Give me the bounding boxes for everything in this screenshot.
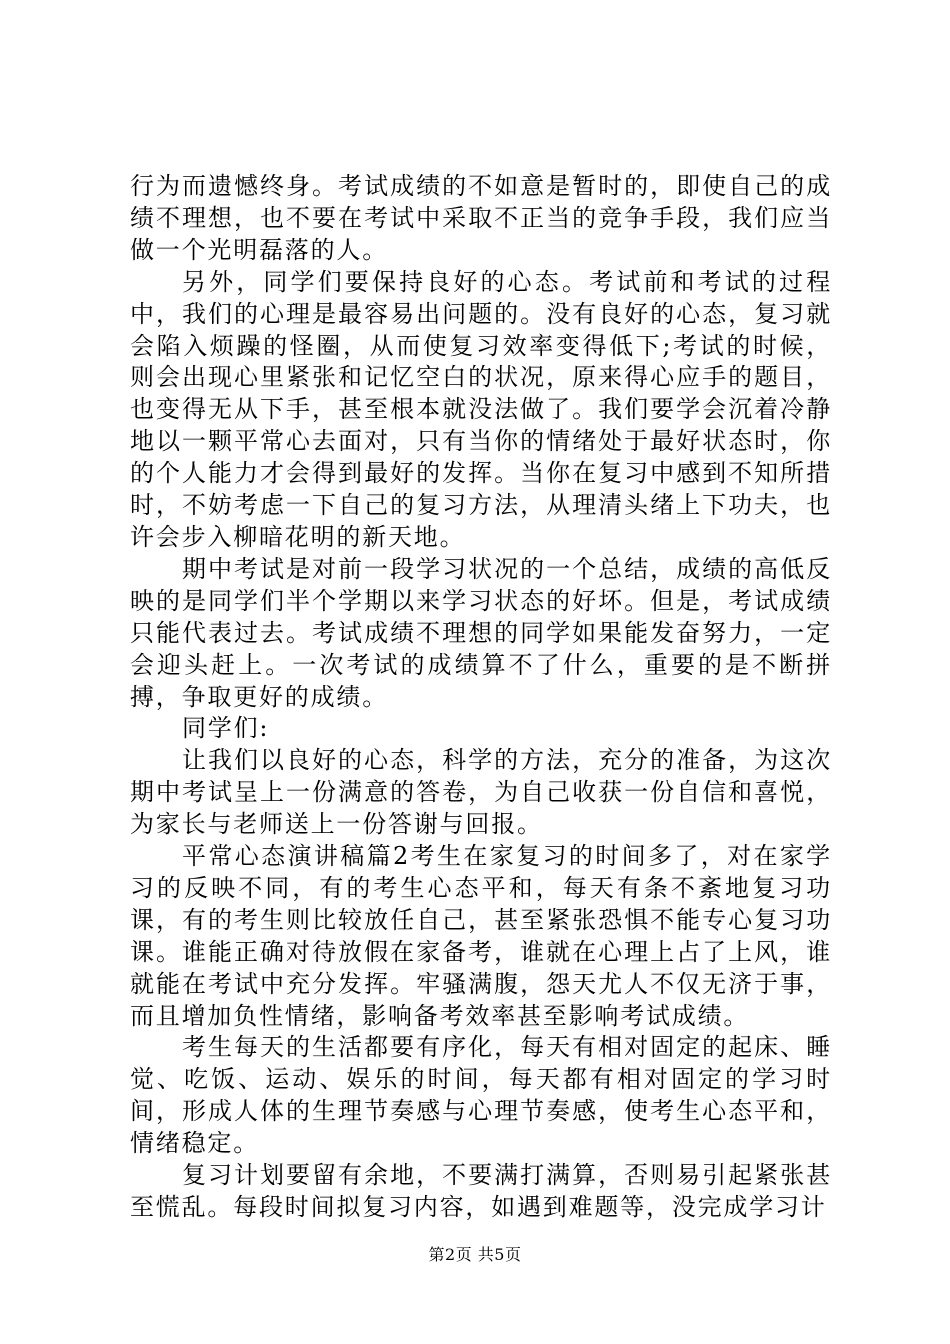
paragraph-6: 平常心态演讲稿篇2考生在家复习的时间多了，对在家学习的反映不同，有的考生心态平和，每天有条不紊地复习功课，有的考生则比较放任自己，甚至紧张恐惧不能专心复习功课。谁能正确对待放假在家备考，谁就在心理上占了上风，谁就能在考试中充分发挥。牢骚满腹，怨天尤人不仅无济于事，而且增加负性情绪，影响备考效率甚至影响考试成绩。 bbox=[130, 842, 832, 1030]
paragraph-3: 期中考试是对前一段学习状况的一个总结，成绩的高低反映的是同学们半个学期以来学习状态的好坏。但是，考试成绩只能代表过去。考试成绩不理想的同学如果能发奋努力，一定会迎头赶上。一次考试的成绩算不了什么，重要的是不断拼搏，争取更好的成绩。 bbox=[130, 554, 832, 711]
paragraph-1: 行为而遗憾终身。考试成绩的不如意是暂时的，即使自己的成绩不理想，也不要在考试中采取不正当的竞争手段，我们应当做一个光明磊落的人。 bbox=[130, 172, 832, 264]
paragraph-7: 考生每天的生活都要有序化，每天有相对固定的起床、睡觉、吃饭、运动、娱乐的时间，每天都有相对固定的学习时间，形成人体的生理节奏感与心理节奏感，使考生心态平和，情绪稳定。 bbox=[130, 1033, 832, 1158]
page-number-footer: 第2页 共5页 bbox=[428, 1245, 522, 1264]
paragraph-5: 让我们以良好的心态，科学的方法，充分的准备，为这次期中考试呈上一份满意的答卷，为自己收获一份自信和喜悦，为家长与老师送上一份答谢与回报。 bbox=[130, 746, 832, 839]
paragraph-2: 另外，同学们要保持良好的心态。考试前和考试的过程中，我们的心理是最容易出问题的。没有良好的心态，复习就会陷入烦躁的怪圈，从而使复习效率变得低下;考试的时候，则会出现心里紧张和记忆空白的状况，原来得心应手的题目，也变得无从下手，甚至根本就没法做了。我们要学会沉着冷静地以一颗平常心去面对，只有当你的情绪处于最好状态时，你的个人能力才会得到最好的发挥。当你在复习中感到不知所措时，不妨考虑一下自己的复习方法，从理清头绪上下功夫，也许会步入柳暗花明的新天地。 bbox=[130, 267, 832, 551]
paragraph-8: 复习计划要留有余地，不要满打满算，否则易引起紧张甚至慌乱。每段时间拟复习内容，如遇到难题等，没完成学习计 bbox=[130, 1161, 832, 1221]
document-body bbox=[130, 171, 832, 1224]
paragraph-4: 同学们: bbox=[182, 714, 270, 743]
